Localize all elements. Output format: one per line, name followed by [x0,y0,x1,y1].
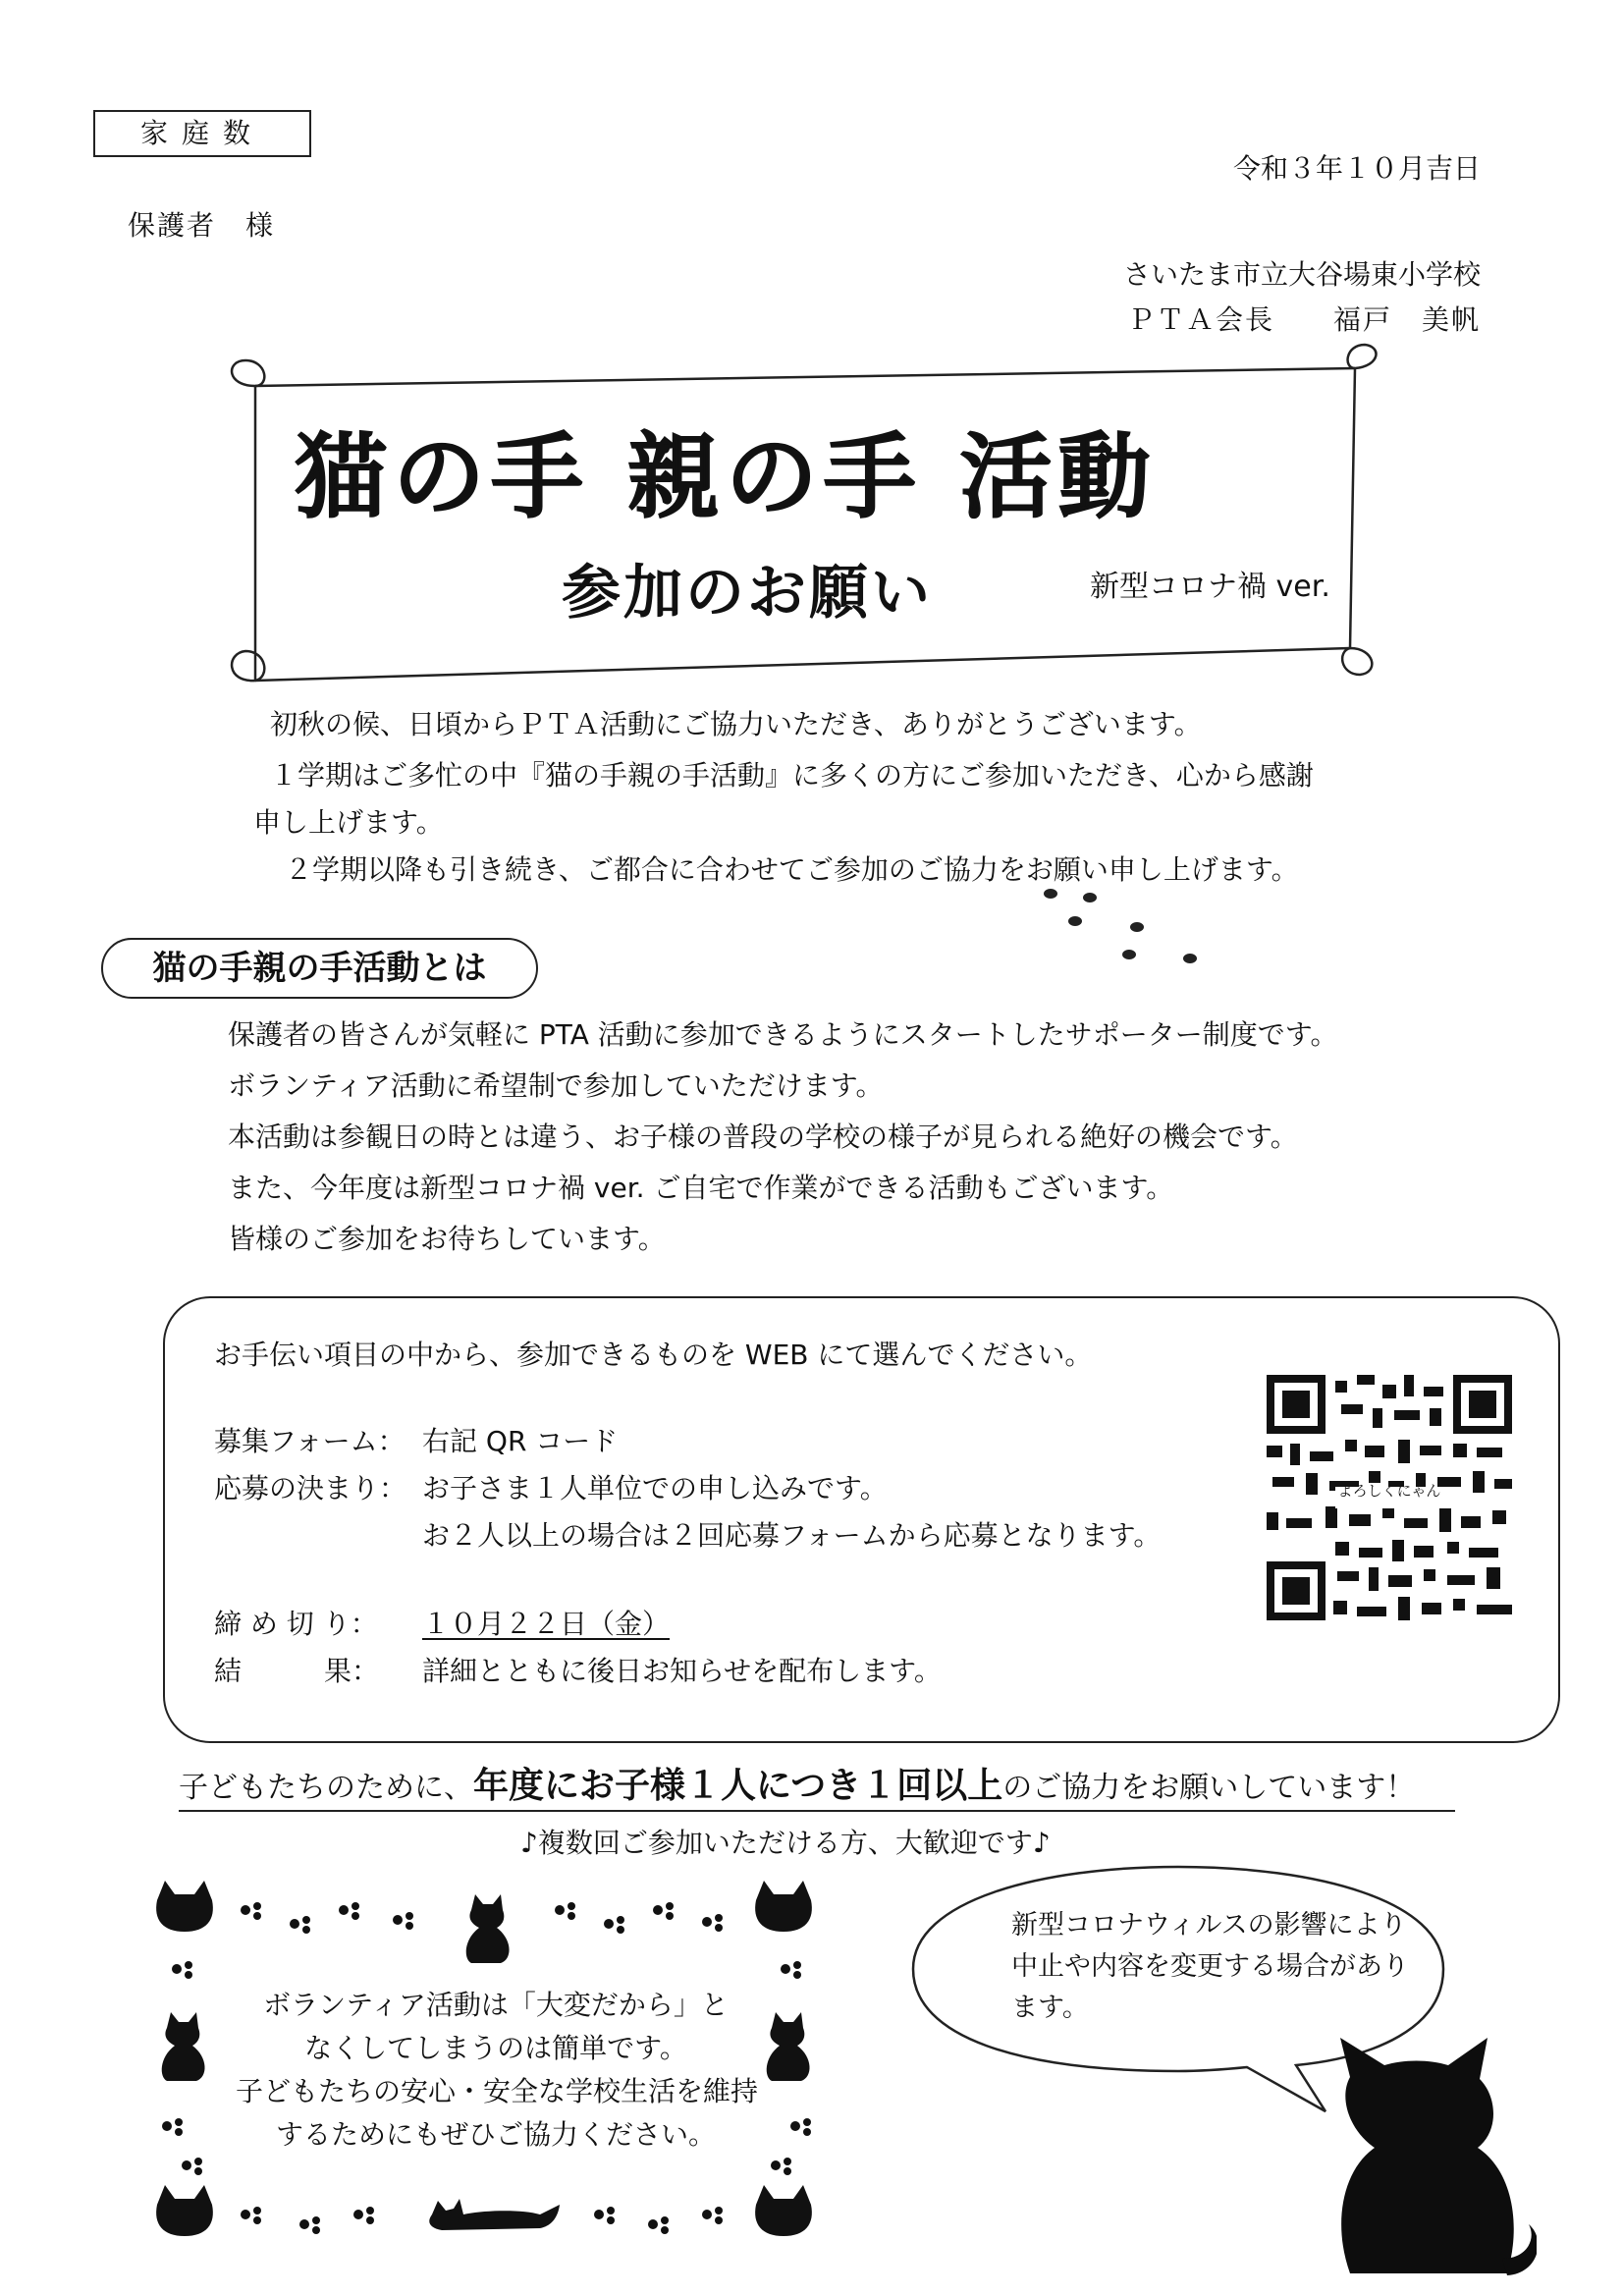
greeting-line: ２学期以降も引き続き、ご都合に合わせてご参加のご協力をお願い申し上げます。 [285,853,1299,886]
school-name: さいたま市立大谷場東小学校 [1122,258,1481,291]
bubble-line: ます。 [1011,1993,1089,2023]
banner-title: 猫の手 親の手 活動 [295,424,1157,531]
greeting-line: １学期はご多忙の中『猫の手親の手活動』に多くの方にご参加いただき、心から感謝 [270,759,1314,792]
deadline-value: １０月２２日（金） [422,1608,671,1640]
volunteer-line: なくしてしまうのは簡単です。 [304,2032,687,2064]
rule-label: 応募の決まり： [214,1472,407,1504]
volunteer-line: ボランティア活動は「大変だから」と [263,1989,729,2021]
about-line: ボランティア活動に希望制で参加していただけます。 [228,1069,884,1102]
request-suffix: のご協力をお願いしています！ [1002,1771,1416,1805]
request-prefix: 子どもたちのために、 [179,1771,473,1805]
banner-version: 新型コロナ禍 ver. [1090,570,1330,604]
document-label: 家庭数 [93,110,311,157]
pta-president: ＰＴＡ会長 福戸 美帆 [1126,303,1481,336]
rule-value: お子さま１人単位での申し込みです。 [422,1472,888,1504]
section-heading: 猫の手親の手活動とは [101,938,538,999]
qr-caption: よろしくにゃん [1337,1482,1441,1500]
bubble-line: 新型コロナウィルスの影響により [1011,1910,1407,1941]
about-line: また、今年度は新型コロナ禍 ver. ご自宅で作業ができる活動もございます。 [228,1172,1174,1204]
about-line: 皆様のご参加をお待ちしています。 [228,1223,666,1255]
addressee: 保護者 様 [128,209,276,242]
bubble-line: 中止や内容を変更する場合があり [1011,1951,1409,1982]
form-label: 募集フォーム： [214,1425,406,1457]
volunteer-line: 子どもたちの安心・安全な学校生活を維持 [236,2075,759,2107]
request-emphasis: 年度にお子様１人につき１回以上 [473,1766,1003,1806]
issue-date: 令和３年１０月吉日 [1232,152,1481,185]
cat-paw-frame [147,1881,844,2254]
black-cat-icon [1311,2038,1537,2283]
greeting-line: 初秋の候、日頃からＰＴＡ活動にご協力いただき、ありがとうございます。 [270,708,1202,740]
about-line: 本活動は参観日の時とは違う、お子様の普段の学校の様子が見られる絶好の機会です。 [228,1121,1298,1153]
volunteer-line: するためにもぜひご協力ください。 [275,2118,716,2151]
paw-prints-icon [1021,884,1217,972]
about-line: 保護者の皆さんが気軽に PTA 活動に参加できるようにスタートしたサポーター制度です。 [228,1018,1338,1051]
rule-value: お２人以上の場合は２回応募フォームから応募となります。 [422,1519,1162,1552]
form-value: 右記 QR コード [422,1425,619,1457]
banner-subtitle: 参加のお願い [562,559,933,628]
greeting-line: 申し上げます。 [253,806,444,839]
deadline-label: 締 め 切 り： [214,1608,378,1640]
result-value: 詳細とともに後日お知らせを配布します。 [422,1655,942,1687]
welcome-line: ♪複数回ご参加いただける方、大歓迎です♪ [520,1827,1051,1859]
info-intro: お手伝い項目の中から、参加できるものを WEB にて選んでください。 [214,1339,1093,1371]
request-line [179,1758,1455,1812]
result-label: 結 果： [214,1655,380,1687]
